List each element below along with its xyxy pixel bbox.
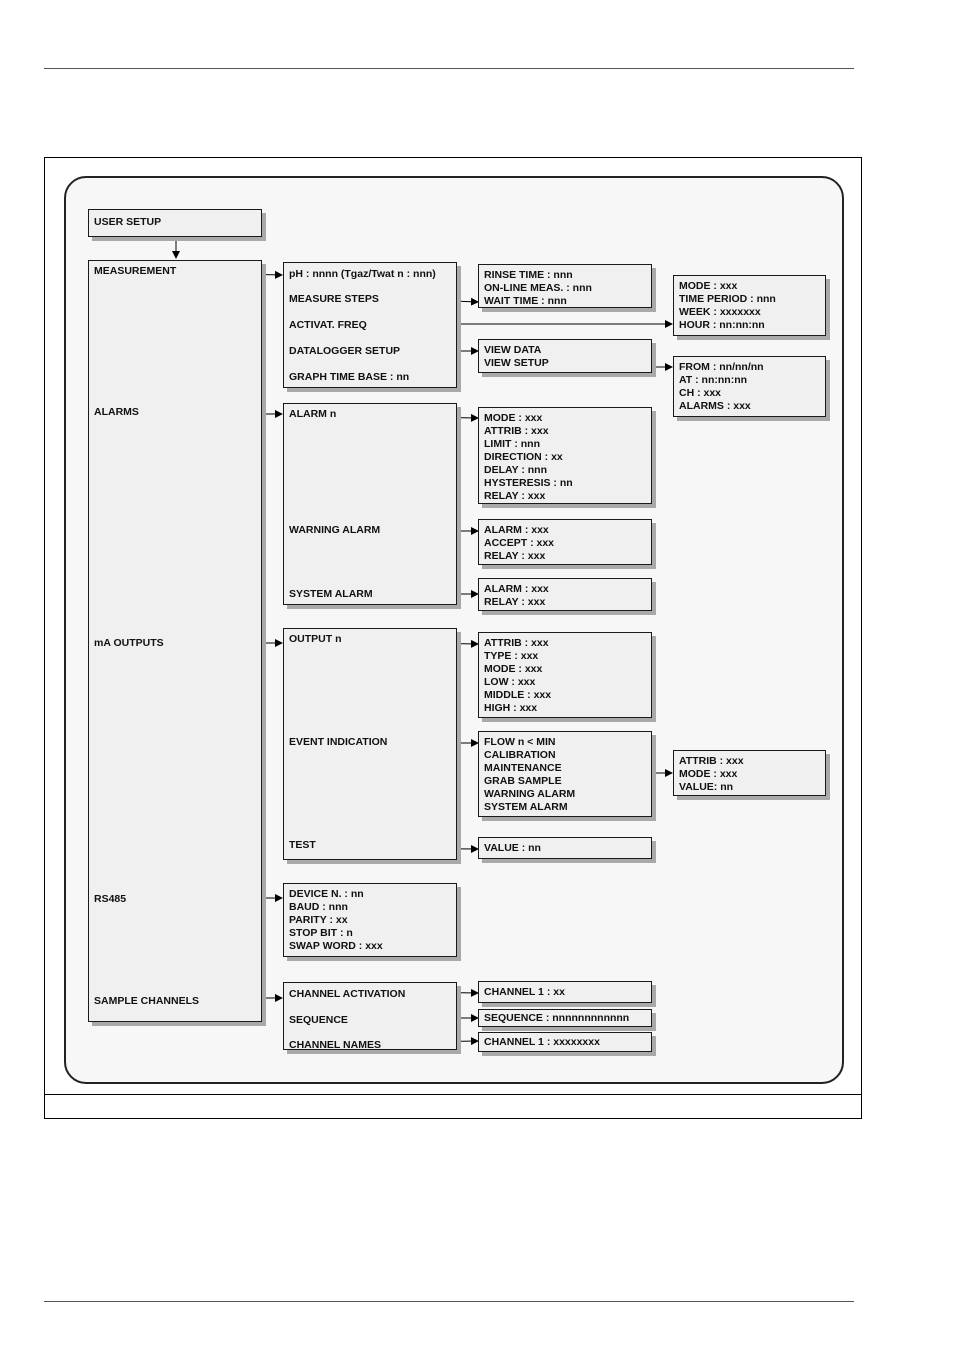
alarm-n-list <box>484 412 573 503</box>
view-setup: VIEW SETUP <box>484 357 549 369</box>
channels-names: CHANNEL NAMES <box>289 1039 381 1051</box>
measurement-measure-steps: MEASURE STEPS <box>289 293 379 305</box>
channels-submenu-box <box>283 982 457 1050</box>
datalogger-list <box>484 344 549 370</box>
main-menu-box <box>88 260 262 1022</box>
channels-activation: CHANNEL ACTIVATION <box>289 988 406 1000</box>
ed-mode: MODE : xxx <box>679 768 738 780</box>
ev-calibration: CALIBRATION <box>484 749 556 761</box>
wa-accept: ACCEPT : xxx <box>484 537 555 549</box>
activat-freq-box <box>673 275 826 336</box>
rs485-list <box>289 888 383 953</box>
af-time-period: TIME PERIOD : nnn <box>679 293 776 305</box>
menu-rs485: RS485 <box>94 893 127 905</box>
bottom-rule <box>44 1301 854 1302</box>
measurement-ph: pH : nnnn (Tgaz/Twat n : nnn) <box>289 268 436 280</box>
channel-activation-value: CHANNEL 1 : xx <box>484 986 565 998</box>
measure-steps-list <box>484 269 592 308</box>
warning-alarm-box <box>478 519 652 565</box>
outputs-event-indication: EVENT INDICATION <box>289 736 388 748</box>
measurement-graph-time-base: GRAPH TIME BASE : nn <box>289 371 410 383</box>
datalogger-box <box>478 339 652 373</box>
menu-measurement: MEASUREMENT <box>94 265 177 277</box>
an-hysteresis: HYSTERESIS : nn <box>484 477 573 489</box>
ev-system-alarm: SYSTEM ALARM <box>484 801 568 813</box>
on-attrib: ATTRIB : xxx <box>484 637 549 649</box>
event-indication-box <box>478 731 652 817</box>
top-rule <box>44 68 854 69</box>
alarms-system-alarm: SYSTEM ALARM <box>289 588 373 600</box>
ev-flow: FLOW n < MIN <box>484 736 556 748</box>
activat-freq-list <box>679 280 776 332</box>
sequence-value: SEQUENCE : nnnnnnnnnnnn <box>484 1012 630 1024</box>
online-meas: ON-LINE MEAS. : nnn <box>484 282 592 294</box>
outputs-submenu-box <box>283 628 457 860</box>
alarms-alarm-n: ALARM n <box>289 408 337 420</box>
an-limit: LIMIT : nnn <box>484 438 540 450</box>
test-box <box>478 837 652 859</box>
vs-from: FROM : nn/nn/nn <box>679 361 764 373</box>
system-alarm-list <box>484 583 549 609</box>
measurement-submenu-box <box>283 262 457 388</box>
wait-time: WAIT TIME : nnn <box>484 295 567 307</box>
sequence-box <box>478 1009 652 1027</box>
wa-relay: RELAY : xxx <box>484 550 546 562</box>
event-detail-box <box>673 750 826 796</box>
ed-value: VALUE: nn <box>679 781 734 793</box>
on-high: HIGH : xxx <box>484 702 538 714</box>
menu-tree-panel <box>64 176 844 1084</box>
system-alarm-box <box>478 578 652 611</box>
outputs-test: TEST <box>289 839 316 851</box>
rs-device: DEVICE N. : nn <box>289 888 364 900</box>
measurement-activat-freq: ACTIVAT. FREQ <box>289 319 367 331</box>
channel-activation-box <box>478 981 652 1003</box>
an-relay: RELAY : xxx <box>484 490 546 502</box>
an-delay: DELAY : nnn <box>484 464 548 476</box>
caption-separator <box>44 1094 862 1095</box>
vs-ch: CH : xxx <box>679 387 722 399</box>
vs-at: AT : nn:nn:nn <box>679 374 748 386</box>
ed-attrib: ATTRIB : xxx <box>679 755 744 767</box>
menu-ma-outputs: mA OUTPUTS <box>94 637 164 649</box>
measurement-datalogger-setup: DATALOGGER SETUP <box>289 345 401 357</box>
ev-grab-sample: GRAB SAMPLE <box>484 775 562 787</box>
measure-steps-box <box>478 264 652 308</box>
rs-baud: BAUD : nnn <box>289 901 348 913</box>
rs485-box <box>283 883 457 957</box>
view-setup-list <box>679 361 764 413</box>
output-n-list <box>484 637 551 715</box>
channels-sequence: SEQUENCE <box>289 1014 348 1026</box>
sa-alarm: ALARM : xxx <box>484 583 549 595</box>
af-week: WEEK : xxxxxxx <box>679 306 761 318</box>
ev-warning-alarm: WARNING ALARM <box>484 788 576 800</box>
ev-maintenance: MAINTENANCE <box>484 762 562 774</box>
rs-swap-word: SWAP WORD : xxx <box>289 940 383 952</box>
menu-alarms: ALARMS <box>94 406 139 418</box>
rs-parity: PARITY : xx <box>289 914 348 926</box>
user-setup-box <box>88 209 262 237</box>
channel-names-box <box>478 1032 652 1052</box>
vs-alarms: ALARMS : xxx <box>679 400 751 412</box>
alarms-warning-alarm: WARNING ALARM <box>289 524 381 536</box>
an-attrib: ATTRIB : xxx <box>484 425 549 437</box>
warning-alarm-list <box>484 524 554 563</box>
an-mode: MODE : xxx <box>484 412 543 424</box>
view-data: VIEW DATA <box>484 344 542 356</box>
channel-names-value: CHANNEL 1 : xxxxxxxx <box>484 1036 600 1048</box>
test-value: VALUE : nn <box>484 842 541 854</box>
event-indication-list <box>484 736 575 814</box>
on-mode: MODE : xxx <box>484 663 543 675</box>
alarm-n-box <box>478 407 652 504</box>
user-setup-label: USER SETUP <box>94 216 162 228</box>
alarms-submenu-box <box>283 403 457 605</box>
rs-stop-bit: STOP BIT : n <box>289 927 353 939</box>
an-direction: DIRECTION : xx <box>484 451 563 463</box>
on-type: TYPE : xxx <box>484 650 539 662</box>
on-low: LOW : xxx <box>484 676 536 688</box>
rinse-time: RINSE TIME : nnn <box>484 269 573 281</box>
sa-relay: RELAY : xxx <box>484 596 546 608</box>
view-setup-box <box>673 356 826 417</box>
menu-sample-channels: SAMPLE CHANNELS <box>94 995 200 1007</box>
outputs-output-n: OUTPUT n <box>289 633 342 645</box>
event-detail-list <box>679 755 744 794</box>
af-mode: MODE : xxx <box>679 280 738 292</box>
output-n-box <box>478 632 652 718</box>
on-middle: MIDDLE : xxx <box>484 689 552 701</box>
af-hour: HOUR : nn:nn:nn <box>679 319 765 331</box>
wa-alarm: ALARM : xxx <box>484 524 549 536</box>
